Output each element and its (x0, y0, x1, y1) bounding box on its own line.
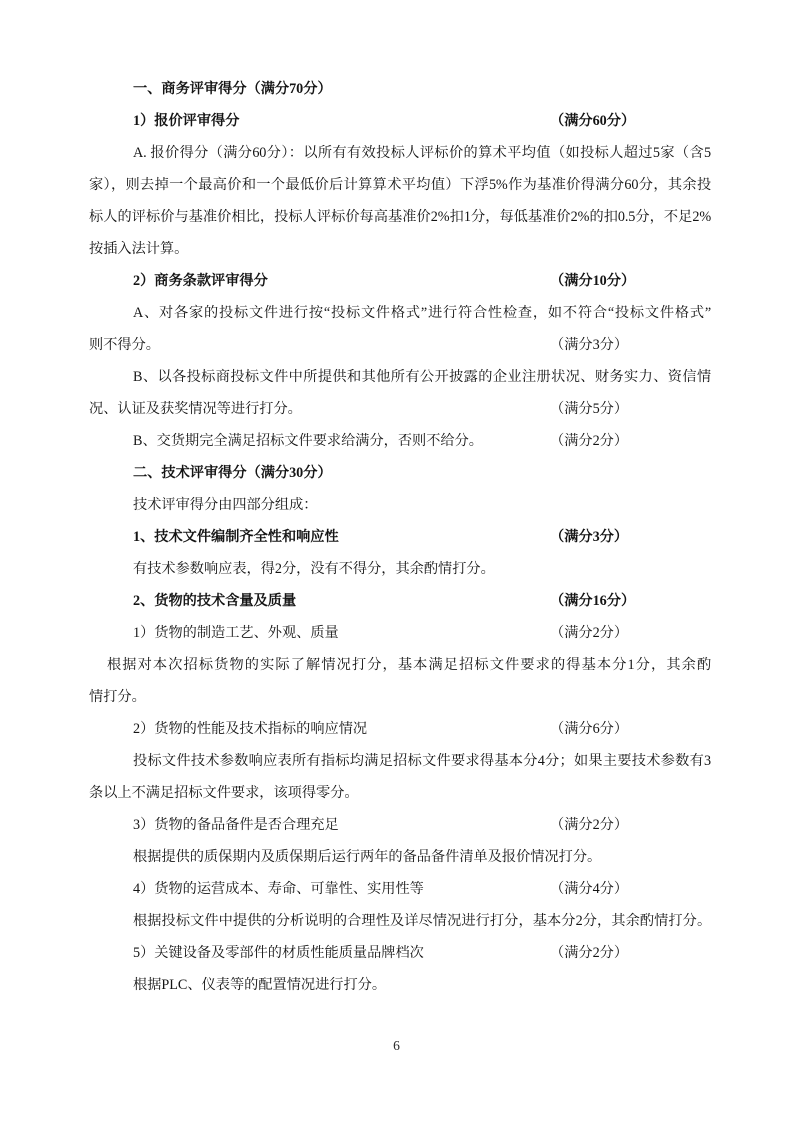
score-label: （满分6分） (550, 721, 629, 737)
text-line (89, 361, 711, 393)
line-text: 1）报价评审得分 (133, 113, 240, 129)
text-line (89, 937, 711, 969)
text-line (89, 329, 711, 361)
line-text: 条以上不满足招标文件要求，该项得零分。 (89, 785, 359, 801)
line-text: 5）关键设备及零部件的材质性能质量品牌档次 (133, 945, 424, 961)
score-label: （满分5分） (550, 401, 629, 417)
line-text: 则不得分。 (89, 337, 160, 353)
line-text: 根据PLC、仪表等的配置情况进行打分。 (133, 977, 387, 993)
line-text: 2、货物的技术含量及质量 (133, 593, 297, 609)
line-text: 况、认证及获奖情况等进行打分。 (89, 401, 302, 417)
text-line (89, 457, 711, 489)
line-text: 情打分。 (89, 689, 146, 705)
score-label: （满分3分） (550, 337, 629, 353)
line-text: 2）商务条款评审得分 (133, 273, 268, 289)
text-line (89, 585, 711, 617)
text-line (89, 233, 711, 265)
text-line (89, 393, 711, 425)
line-text: 投标文件技术参数响应表所有指标均满足招标文件要求得基本分4分；如果主要技术参数有3 (133, 753, 711, 769)
text-line (89, 73, 711, 105)
score-label: （满分4分） (550, 881, 629, 897)
line-text: A、对各家的投标文件进行按“投标文件格式”进行符合性检查，如不符合“投标文件格式” (133, 305, 711, 321)
line-text: 按插入法计算。 (89, 241, 189, 257)
line-text: 1、技术文件编制齐全性和响应性 (133, 529, 339, 545)
score-label: （满分60分） (550, 113, 636, 129)
text-line (89, 265, 711, 297)
text-line (89, 905, 711, 937)
score-label: （满分2分） (550, 433, 629, 449)
line-text: 根据提供的质保期内及质保期后运行两年的备品备件清单及报价情况打分。 (133, 849, 602, 865)
text-line (89, 137, 711, 169)
text-line (89, 841, 711, 873)
text-line (89, 617, 711, 649)
line-text: B、以各投标商投标文件中所提供和其他所有公开披露的企业注册状况、财务实力、资信情 (133, 369, 711, 385)
line-text: A. 报价得分（满分60分）：以所有有效投标人评标价的算术平均值（如投标人超过5家（含5 (133, 145, 711, 161)
score-label: （满分3分） (550, 529, 629, 545)
text-line (89, 681, 711, 713)
line-text: 有技术参数响应表，得2分，没有不得分，其余酌情打分。 (133, 561, 495, 577)
text-line (89, 969, 711, 1001)
page-number: 6 (393, 1038, 400, 1053)
line-text: 2）货物的性能及技术指标的响应情况 (133, 721, 368, 737)
line-text: 一、商务评审得分（满分70分） (133, 81, 332, 97)
text-line (89, 649, 711, 681)
score-label: （满分2分） (550, 625, 629, 641)
text-line (89, 297, 711, 329)
text-line (89, 425, 711, 457)
score-label: （满分2分） (550, 817, 629, 833)
line-text: 技术评审得分由四部分组成： (133, 497, 318, 513)
text-line (89, 169, 711, 201)
text-line (89, 873, 711, 905)
document-body (89, 73, 711, 1001)
text-line (89, 489, 711, 521)
line-text: 家），则去掉一个最高价和一个最低价后计算算术平均值）下浮5%作为基准价得满分60分，其余投 (89, 177, 711, 193)
text-line (89, 553, 711, 585)
text-line (89, 201, 711, 233)
score-label: （满分16分） (550, 593, 636, 609)
score-label: （满分10分） (550, 273, 636, 289)
line-text: 1）货物的制造工艺、外观、质量 (133, 625, 339, 641)
line-text: 4）货物的运营成本、寿命、可靠性、实用性等 (133, 881, 424, 897)
line-text: 3）货物的备品备件是否合理充足 (133, 817, 339, 833)
line-text: 根据对本次招标货物的实际了解情况打分，基本满足招标文件要求的得基本分1分，其余酌 (107, 657, 711, 673)
text-line (89, 713, 711, 745)
text-line (89, 745, 711, 777)
line-text: 根据投标文件中提供的分析说明的合理性及详尽情况进行打分，基本分2分，其余酌情打分。 (133, 913, 711, 929)
score-label: （满分2分） (550, 945, 629, 961)
text-line (89, 777, 711, 809)
text-line (89, 809, 711, 841)
line-text: 标人的评标价与基准价相比，投标人评标价每高基准价2%扣1分，每低基准价2%的扣0.5分，不足2% (89, 209, 711, 225)
text-line (89, 105, 711, 137)
text-line (89, 521, 711, 553)
line-text: 二、技术评审得分（满分30分） (133, 465, 332, 481)
line-text: B、交货期完全满足招标文件要求给满分，否则不给分。 (133, 433, 483, 449)
